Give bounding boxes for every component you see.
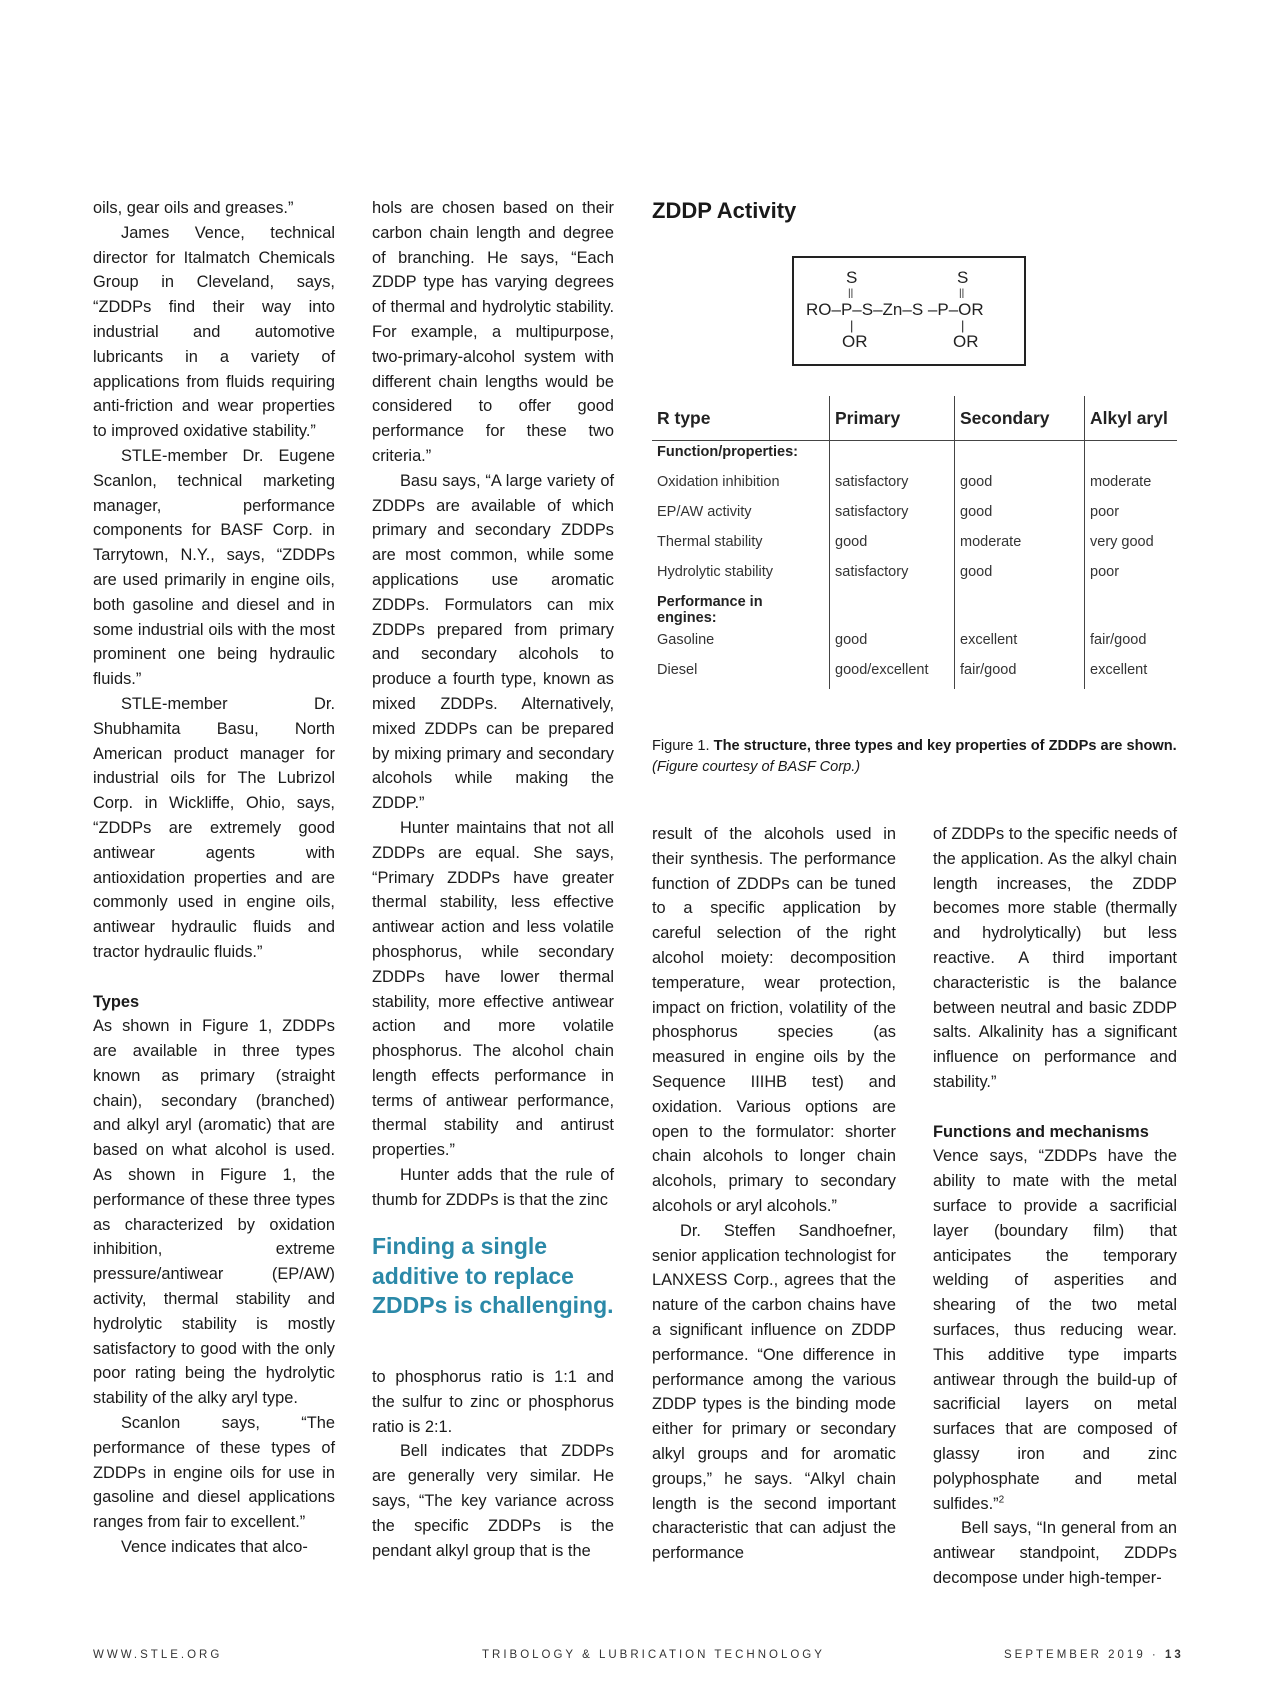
header-primary: Primary (830, 396, 955, 441)
table-cell: good (955, 501, 1085, 531)
paragraph: Hunter maintains that not all ZDDPs are equal. She says, “Primary ZDDPs have greater thermal stability, less effective antiwear action and less volatile phosphorus, while secondary ZDDPs have lower thermal stability, more effective antiwear action and more volatile phosphorus. The alcohol chain length effects performance in terms of antiwear performance, thermal stability and antirust properties.” (372, 818, 614, 1160)
section-heading-functions: Functions and mechanisms (933, 1122, 1149, 1141)
paragraph: to phosphorus ratio is 1:1 and the sulfur to zinc or phosphorus ratio is 2:1. (372, 1368, 614, 1436)
structure-main-chain: RO–P–S–Zn–S –P–OR (806, 300, 984, 319)
header-r-type: R type (652, 396, 830, 441)
figure-title: ZDDP Activity (652, 198, 797, 223)
table-row (652, 561, 1177, 591)
paragraph: Scanlon says, “The performance of these types of ZDDPs in engine oils for use in gasoline and diesel applications ranges from fair to excellent.” (93, 1414, 335, 1532)
paragraph: Bell indicates that ZDDPs are generally very similar. He says, “The key variance across the specific ZDDPs is the pendant alkyl group that is the (372, 1442, 614, 1560)
caption-label: Figure 1. (652, 738, 710, 754)
table-cell: moderate (1085, 471, 1178, 501)
table-cell: satisfactory (830, 561, 955, 591)
table-cell: Gasoline (657, 632, 715, 648)
table-header-row (652, 396, 1177, 441)
table-cell: excellent (955, 629, 1085, 659)
table-cell: fair/good (955, 659, 1085, 689)
column-2-continued (372, 1365, 614, 1563)
table-row (652, 531, 1177, 561)
sulfur-right-label: S (957, 268, 969, 287)
paragraph: Vence indicates that alco- (121, 1538, 308, 1557)
footer-publication: TRIBOLOGY & LUBRICATION TECHNOLOGY (482, 1649, 825, 1661)
paragraph: Dr. Steffen Sandhoefner, senior application technologist for LANXESS Corp., agrees that the nature of the carbon chains have a significant influence on ZDDP performance. “One difference in performance among the various ZDDP types is the binding mode either for primary or secondary alkyl groups and for aromatic groups,” he says. “Alkyl chain length is the second important characteristic that can adjust the performance (652, 1221, 896, 1563)
footer-date: SEPTEMBER 2019 · (1004, 1649, 1159, 1661)
zddp-properties-table (652, 396, 1177, 689)
table-cell: Diesel (657, 662, 698, 678)
paragraph: James Vence, technical director for Italmatch Chemicals Group in Cleveland, says, “ZDDPs find their way into industrial and automotive lubricants in a variety of applications from fluids requiring anti-friction and wear properties to improved oxidative stability.” (93, 223, 335, 441)
or-right-label: OR (953, 332, 979, 351)
paragraph: hols are chosen based on their carbon chain length and degree of branching. He says, “Each ZDDP type has varying degrees of thermal and hydrolytic stability. For example, a multipurpose, two-primary-alcohol system with different chain lengths would be considered to offer good performance for these two criteria.” (372, 199, 614, 465)
paragraph: oils, gear oils and greases.” (93, 199, 294, 217)
or-left-label: OR (842, 332, 868, 351)
table-cell: good/excellent (830, 659, 955, 689)
table-cell: good (830, 629, 955, 659)
table-cell: Oxidation inhibition (657, 474, 780, 490)
table-cell: poor (1085, 561, 1178, 591)
paragraph: Hunter adds that the rule of thumb for ZDDPs is that the zinc (372, 1166, 614, 1209)
caption-text: The structure, three types and key properties of ZDDPs are shown. (713, 738, 1177, 754)
table-cell: excellent (1085, 659, 1178, 689)
table-cell: poor (1085, 501, 1178, 531)
sulfur-left-label: S (846, 268, 858, 287)
double-bond-left: || (848, 288, 854, 299)
table-cell: Hydrolytic stability (657, 564, 774, 580)
section-label: Function/properties: (657, 444, 798, 460)
table-cell: good (955, 561, 1085, 591)
zddp-structure-diagram (792, 256, 1026, 366)
paragraph: As shown in Figure 1, ZDDPs are available in three types known as primary (straight chain), secondary (branched) and alkyl aryl (aromatic) that are based on what alcohol is used. As shown in Figure 1, the performance of these three types as characterized by oxidation inhibition, extreme pressure/antiwear (EP/AW) activity, thermal stability and hydrolytic stability is mostly satisfactory to good with the only poor rating being the hydrolytic stability of the alky aryl type. (93, 1017, 335, 1408)
table-cell: satisfactory (830, 501, 955, 531)
table-cell: very good (1085, 531, 1178, 561)
paragraph: of ZDDPs to the specific needs of the application. As the alkyl chain length increases, the ZDDP becomes more stable (thermally and hydrolytically) but less reactive. A third important characteristic is the balance between neutral and basic ZDDP salts. Alkalinity has a significant influence on performance and stability.” (933, 825, 1177, 1091)
footer-date-page (1004, 1649, 1184, 1661)
table-section-row (652, 591, 1177, 629)
table-cell: good (830, 531, 955, 561)
page-number: 13 (1164, 1649, 1184, 1661)
paragraph: Basu says, “A large variety of ZDDPs are available of which primary and secondary ZDDPs are most common, while some applications use aromatic ZDDPs. Formulators can mix ZDDPs prepared from primary and secondary alcohols to produce a fourth type, known as mixed ZDDPs. Alternatively, mixed ZDDPs can be prepared by mixing primary and secondary alcohols while making the ZDDP.” (372, 471, 614, 813)
section-heading-types: Types (93, 992, 140, 1011)
table-cell: EP/AW activity (657, 504, 752, 520)
caption-credit: (Figure courtesy of BASF Corp.) (652, 759, 861, 775)
header-alkyl-aryl: Alkyl aryl (1085, 396, 1178, 441)
paragraph (933, 1144, 1177, 1516)
paragraph: result of the alcohols used in their synthesis. The performance function of ZDDPs can be tuned to a specific application by careful selection of the right alcohol moiety: decomposition temperature, wear protection, impact on friction, volatility of the phosphorus species (as measured in engine oils by the Sequence IIIHB test) and oxidation. Various options are open to the formulator: shorter chain alcohols to longer chain alcohols, primary to secondary alcohols or aryl alcohols.” (652, 825, 896, 1215)
section-label: Performance in engines: (657, 594, 763, 626)
table-cell: satisfactory (830, 471, 955, 501)
paragraph-text: Vence says, “ZDDPs have the ability to mate with the metal surface to provide a sacrificial layer (boundary film) that anticipates the temporary welding of asperities and shearing of the two metal surfaces, thus reducing wear. This additive type imparts antiwear through the build-up of sacrificial layers on metal surfaces that are composed of glassy iron and zinc polyphosphate and metal sulfides.” (933, 1147, 1177, 1513)
double-bond-right: || (959, 288, 965, 299)
table-cell: Thermal stability (657, 534, 763, 550)
paragraph: Bell says, “In general from an antiwear standpoint, ZDDPs decompose under high-temper- (933, 1519, 1177, 1587)
table-cell: fair/good (1085, 629, 1178, 659)
figure-caption (652, 736, 1182, 778)
header-secondary: Secondary (955, 396, 1085, 441)
column-2 (372, 196, 614, 1213)
column-3 (652, 822, 896, 1566)
footer-website: WWW.STLE.ORG (93, 1649, 223, 1661)
table-section-row (652, 441, 1177, 472)
single-bond-right: | (961, 318, 965, 333)
column-4 (933, 822, 1177, 1591)
table-cell: moderate (955, 531, 1085, 561)
table-cell: good (955, 471, 1085, 501)
single-bond-left: | (850, 318, 854, 333)
footnote-ref: 2 (998, 1494, 1005, 1506)
column-1 (93, 196, 335, 1560)
pull-quote: Finding a single additive to replace ZDDPs is challenging. (372, 1233, 614, 1318)
paragraph: STLE-member Dr. Eugene Scanlon, technical marketing manager, performance components for BASF Corp. in Tarrytown, N.Y., says, “ZDDPs are used primarily in engine oils, both gasoline and diesel and in some industrial oils with the most prominent one being hydraulic fluids.” (93, 446, 335, 689)
table-row (652, 501, 1177, 531)
paragraph: STLE-member Dr. Shubhamita Basu, North American product manager for industrial oils for The Lubrizol Corp. in Wickliffe, Ohio, says, “ZDDPs are extremely good antiwear agents with antioxidation properties and are commonly used in engine oils, antiwear hydraulic fluids and tractor hydraulic fluids.” (93, 694, 335, 961)
table-row (652, 629, 1177, 659)
table-row (652, 659, 1177, 689)
table-row (652, 471, 1177, 501)
